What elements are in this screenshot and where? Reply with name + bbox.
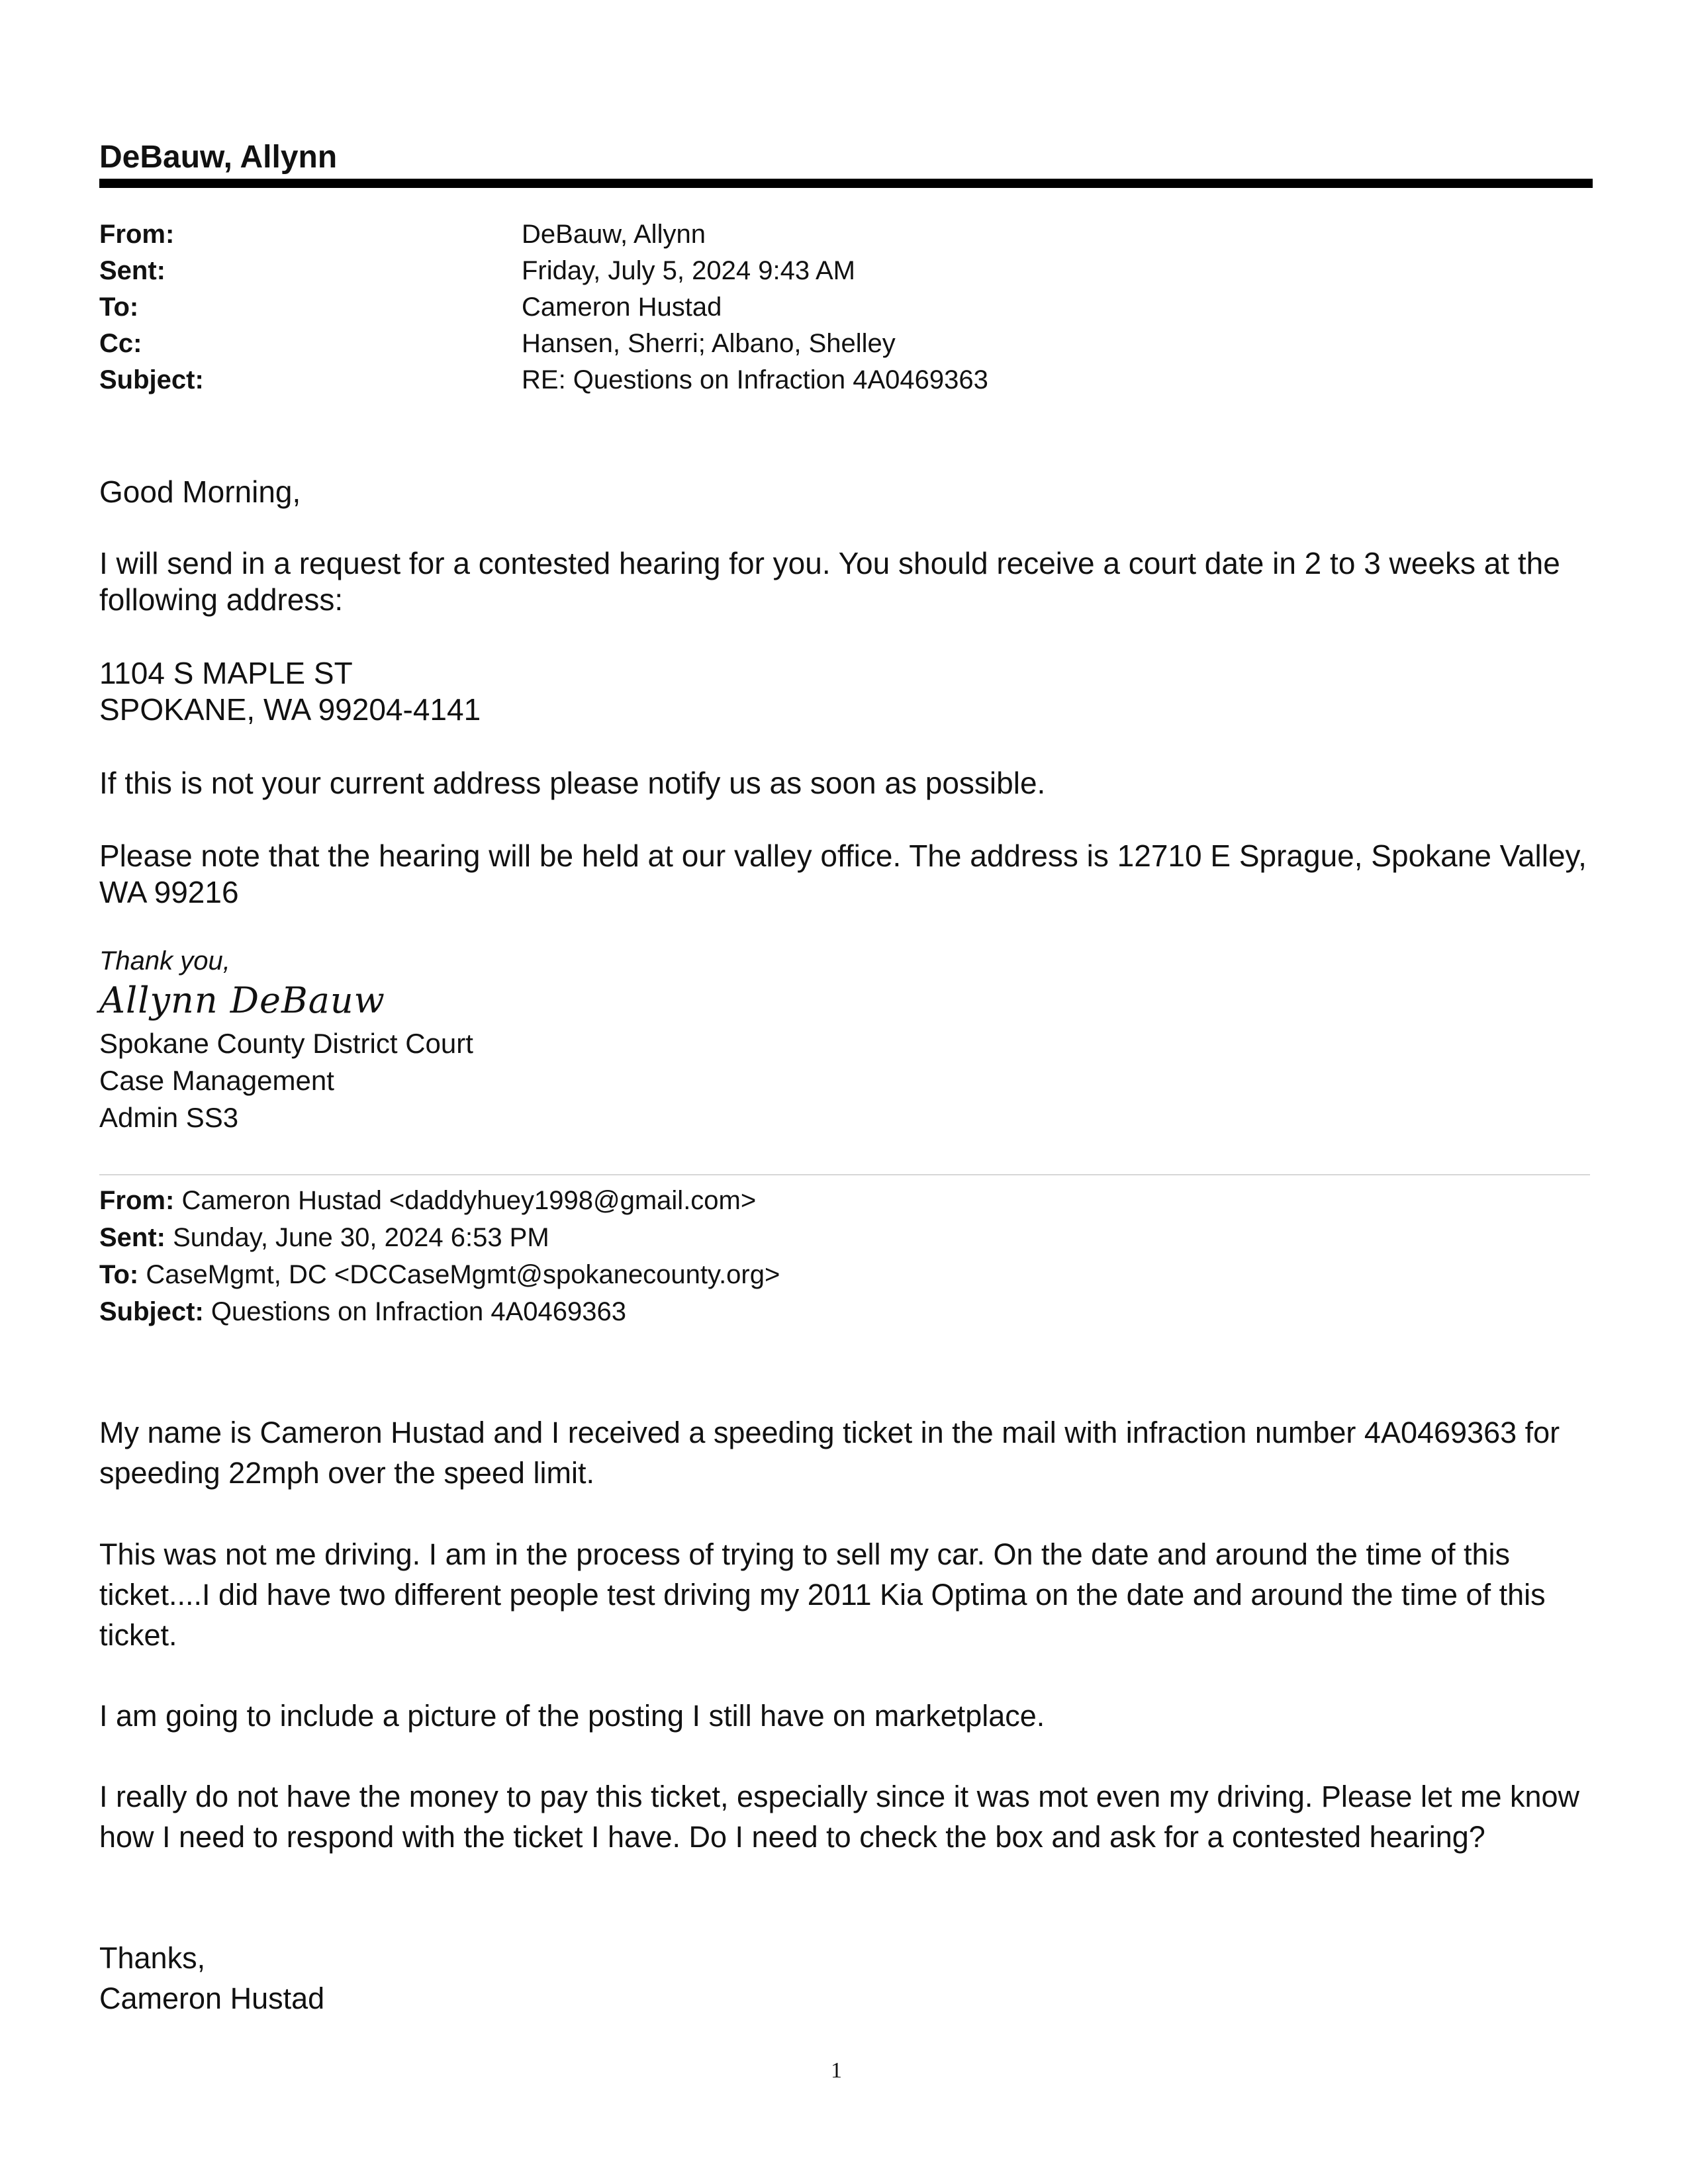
quoted-subject-label: Subject: — [99, 1297, 204, 1326]
signature-line-2: Case Management — [99, 1065, 334, 1096]
header-subject-label: Subject: — [99, 365, 204, 394]
signature-image: Allynn DeBauw — [99, 979, 385, 1021]
reply-address-line-1: 1104 S MAPLE ST — [99, 656, 353, 690]
header-sent-label: Sent: — [99, 256, 165, 285]
original-closing: Thanks, — [99, 1941, 206, 1975]
header-cc-value: Hansen, Sherri; Albano, Shelley — [522, 329, 896, 358]
quoted-to-line — [99, 1260, 780, 1290]
reply-closing: Thank you, — [99, 946, 230, 976]
header-cc-label: Cc: — [99, 329, 142, 358]
header-from-value: DeBauw, Allynn — [522, 220, 706, 249]
signature-line-3: Admin SS3 — [99, 1102, 239, 1133]
header-from-label: From: — [99, 220, 175, 249]
header-to-label: To: — [99, 293, 139, 322]
header-sent-value: Friday, July 5, 2024 9:43 AM — [522, 256, 855, 285]
quoted-to-label: To: — [99, 1260, 139, 1289]
quoted-subject-line — [99, 1297, 626, 1327]
original-paragraph-4: I really do not have the money to pay this ticket, especially since it was mot even my driving. Please let me know how I need to respond with the ticket I have. Do I need to check the box and ask for a contested hearing? — [99, 1780, 1580, 1854]
reply-address-line-2: SPOKANE, WA 99204-4141 — [99, 692, 481, 727]
quoted-from-label: From: — [99, 1186, 175, 1215]
original-paragraph-1: My name is Cameron Hustad and I received a speeding ticket in the mail with infraction number 4A0469363 for speeding 22mph over the speed limit. — [99, 1416, 1560, 1490]
quoted-from-line — [99, 1186, 756, 1216]
reply-paragraph-1: I will send in a request for a contested hearing for you. You should receive a court date in 2 to 3 weeks at the following address: — [99, 546, 1560, 617]
original-sender-name: Cameron Hustad — [99, 1981, 325, 2015]
header-to-value: Cameron Hustad — [522, 293, 722, 322]
title-rule — [99, 179, 1593, 188]
reply-greeting: Good Morning, — [99, 475, 301, 509]
quoted-to-value: CaseMgmt, DC <DCCaseMgmt@spokanecounty.org> — [146, 1260, 780, 1289]
reply-paragraph-2: If this is not your current address please notify us as soon as possible. — [99, 766, 1046, 800]
quote-divider — [99, 1174, 1590, 1175]
reply-paragraph-3: Please note that the hearing will be held at our valley office. The address is 12710 E Sprague, Spokane Valley, WA 99216 — [99, 839, 1587, 909]
quoted-sent-line — [99, 1223, 549, 1253]
quoted-subject-value: Questions on Infraction 4A0469363 — [211, 1297, 627, 1326]
signature-line-1: Spokane County District Court — [99, 1028, 473, 1059]
quoted-sent-label: Sent: — [99, 1223, 165, 1252]
page-number: 1 — [831, 2058, 842, 2083]
header-subject-value: RE: Questions on Infraction 4A0469363 — [522, 365, 988, 394]
original-paragraph-3: I am going to include a picture of the posting I still have on marketplace. — [99, 1699, 1045, 1733]
document-title: DeBauw, Allynn — [99, 140, 338, 175]
original-paragraph-2: This was not me driving. I am in the process of trying to sell my car. On the date and around the time of this ticket....I did have two different people test driving my 2011 Kia Optima on the date and around the time of this ticket. — [99, 1537, 1546, 1652]
quoted-from-value: Cameron Hustad <daddyhuey1998@gmail.com> — [181, 1186, 757, 1215]
quoted-sent-value: Sunday, June 30, 2024 6:53 PM — [173, 1223, 549, 1252]
